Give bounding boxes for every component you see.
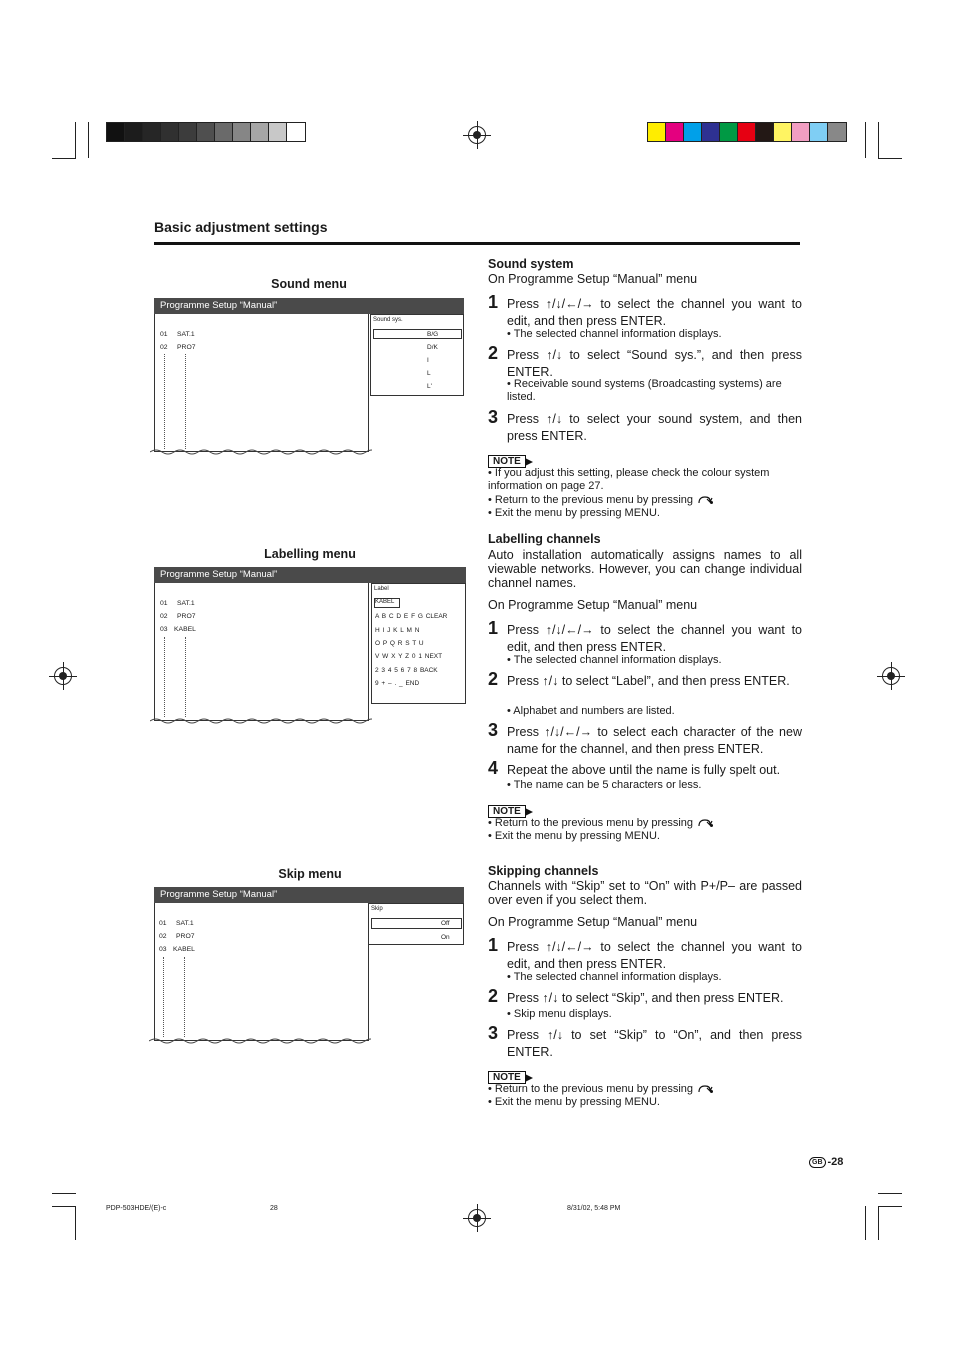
sound-option[interactable]: L' — [427, 383, 432, 390]
sound-sys-popup — [370, 314, 464, 396]
sound-menu-screen — [154, 298, 464, 458]
channel-num: 02 — [160, 613, 168, 620]
labelling-heading: Labelling channels — [488, 532, 601, 546]
skip-option[interactable]: On — [441, 934, 450, 941]
note-text: • Return to the previous menu by pressing — [488, 1083, 694, 1095]
page-number-block — [809, 1156, 843, 1168]
channel-name: KABEL — [174, 626, 196, 633]
step-text: Press ↑/↓ to select “Sound sys.”, and then press ENTER. — [507, 348, 802, 379]
step-number: 1 — [488, 292, 499, 312]
step-text: Press ↑/↓/←/→ to select the channel you want to edit, and then press ENTER. — [507, 940, 802, 971]
color-swatch — [251, 123, 269, 141]
color-swatch — [810, 123, 828, 141]
step-text: Press ↑/↓ to select “Skip”, and then press ENTER. — [507, 991, 784, 1005]
registration-mark-left-icon — [54, 667, 72, 685]
note-item: • Exit the menu by pressing MENU. — [488, 1096, 660, 1108]
step-text: Press ↑/↓ to set “Skip” to “On”, and then press ENTER. — [507, 1028, 802, 1059]
footer-timestamp: 8/31/02, 5:48 PM — [567, 1205, 621, 1212]
step-bullet: • The name can be 5 characters or less. — [507, 779, 702, 791]
skip-menu-title: Programme Setup “Manual” — [154, 887, 464, 903]
char-row[interactable]: O P Q R S T U — [375, 640, 424, 647]
return-button-icon — [696, 495, 714, 505]
note-arrow-icon — [525, 458, 533, 466]
color-swatch — [792, 123, 810, 141]
registration-mark-right-icon — [882, 667, 900, 685]
grayscale-bar — [106, 122, 306, 142]
step-number: 1 — [488, 935, 499, 955]
char-row[interactable]: 2 3 4 5 6 7 8 BACK — [375, 667, 438, 674]
note-arrow-icon — [525, 808, 533, 816]
dotted-guide — [164, 354, 165, 449]
skipping-heading: Skipping channels — [488, 864, 599, 878]
popup-title: Sound sys. — [373, 317, 403, 323]
footer-page: 28 — [270, 1205, 278, 1212]
color-swatch — [720, 123, 738, 141]
note-label: NOTE — [488, 1071, 526, 1084]
dotted-guide — [184, 957, 185, 1037]
channel-num: 01 — [160, 600, 168, 607]
note-item — [488, 817, 802, 830]
step-number: 1 — [488, 618, 499, 638]
color-swatch — [197, 123, 215, 141]
note-item — [488, 494, 802, 507]
torn-edge — [149, 1037, 371, 1045]
step-bullet: • The selected channel information displays. — [507, 328, 722, 340]
step-bullet: • Alphabet and numbers are listed. — [507, 705, 675, 717]
labelling-menu-title: Programme Setup “Manual” — [154, 567, 466, 583]
note-item: • If you adjust this setting, please check the colour system information on page 27. — [488, 467, 770, 492]
label-current-value: KABEL — [375, 599, 395, 605]
labelling-intro: Auto installation automatically assigns names to all viewable networks. However, you can change individual channel names. — [488, 548, 802, 590]
char-row[interactable]: H I J K L M N — [375, 627, 420, 634]
char-row[interactable]: 9 + – . _ END — [375, 680, 420, 687]
color-swatch — [287, 123, 305, 141]
note-text: • Return to the previous menu by pressing — [488, 494, 694, 506]
color-swatch — [666, 123, 684, 141]
registration-mark-bottom-icon — [468, 1209, 486, 1227]
skip-menu-screen — [154, 887, 464, 1047]
torn-edge — [150, 448, 372, 456]
step-number: 3 — [488, 407, 499, 427]
step-bullet: • The selected channel information displays. — [507, 654, 722, 666]
step-bullet: • Skip menu displays. — [507, 1008, 612, 1020]
section-title: Basic adjustment settings — [154, 219, 328, 235]
note-label: NOTE — [488, 805, 526, 818]
dotted-guide — [185, 354, 186, 449]
channel-num: 01 — [159, 920, 167, 927]
step-text: Press ↑/↓/←/→ to select the channel you want to edit, and then press ENTER. — [507, 297, 802, 328]
sound-option[interactable]: I — [427, 357, 429, 364]
color-swatch — [738, 123, 756, 141]
dotted-guide — [164, 637, 165, 717]
page-number: -28 — [827, 1156, 844, 1168]
step-number: 3 — [488, 1023, 499, 1043]
skip-option[interactable]: Off — [441, 920, 450, 927]
skip-menu-caption: Skip menu — [278, 867, 342, 881]
channel-name: PRO7 — [177, 613, 196, 620]
channel-num: 02 — [160, 344, 168, 351]
channel-name: SAT.1 — [177, 331, 195, 338]
channel-num: 02 — [159, 933, 167, 940]
step-bullet: • The selected channel information displays. — [507, 971, 722, 983]
sound-system-heading: Sound system — [488, 257, 574, 271]
color-swatch — [125, 123, 143, 141]
label-popup — [371, 583, 466, 704]
color-swatch — [702, 123, 720, 141]
skipping-intro2: On Programme Setup “Manual” menu — [488, 915, 698, 929]
footer-file: PDP-503HDE/(E)-c — [106, 1205, 167, 1212]
note-text: • Return to the previous menu by pressing — [488, 817, 694, 829]
labelling-menu-screen — [154, 567, 466, 727]
labelling-menu-caption: Labelling menu — [264, 547, 356, 561]
sound-menu-caption: Sound menu — [271, 277, 347, 291]
color-swatch — [828, 123, 846, 141]
step-text: Press ↑/↓ to select your sound system, and then press ENTER. — [507, 412, 802, 443]
note-item: • Exit the menu by pressing MENU. — [488, 830, 660, 842]
note-item: • Exit the menu by pressing MENU. — [488, 507, 660, 519]
color-swatch — [233, 123, 251, 141]
note-arrow-icon — [525, 1074, 533, 1082]
channel-name: SAT.1 — [177, 600, 195, 607]
sound-system-intro: On Programme Setup “Manual” menu — [488, 272, 698, 286]
channel-num: 03 — [160, 626, 168, 633]
dotted-guide — [185, 637, 186, 717]
channel-name: KABEL — [173, 946, 195, 953]
channel-name: SAT.1 — [176, 920, 194, 927]
step-number: 4 — [488, 758, 499, 778]
step-text: Press ↑/↓ to select “Label”, and then press ENTER. — [507, 674, 790, 688]
step-text: Press ↑/↓/←/→ to select each character of the new name for the channel, and then press ENTER. — [507, 725, 802, 756]
torn-edge — [150, 717, 372, 725]
section-rule — [154, 242, 800, 245]
gb-badge-icon: GB — [809, 1157, 826, 1168]
channel-num: 01 — [160, 331, 168, 338]
color-swatch — [269, 123, 287, 141]
note-label: NOTE — [488, 455, 526, 468]
color-swatch — [161, 123, 179, 141]
color-swatch — [143, 123, 161, 141]
color-swatch — [215, 123, 233, 141]
color-swatch — [107, 123, 125, 141]
sound-option[interactable]: D/K — [427, 344, 438, 351]
step-number: 2 — [488, 669, 499, 689]
popup-title: Label — [374, 586, 389, 592]
color-bar — [647, 122, 847, 142]
char-row[interactable]: V W X Y Z 0 1 NEXT — [375, 653, 443, 660]
sound-menu-title: Programme Setup “Manual” — [154, 298, 464, 314]
dotted-guide — [163, 957, 164, 1037]
selection-highlight — [373, 329, 462, 339]
step-text: Press ↑/↓/←/→ to select the channel you want to edit, and then press ENTER. — [507, 623, 802, 654]
step-number: 3 — [488, 720, 499, 740]
channel-name: PRO7 — [177, 344, 196, 351]
note-item — [488, 1083, 802, 1096]
sound-option[interactable]: L — [427, 370, 431, 377]
step-text: Repeat the above until the name is fully spelt out. — [507, 763, 781, 777]
color-swatch — [774, 123, 792, 141]
char-row[interactable]: A B C D E F G CLEAR — [375, 613, 448, 620]
color-swatch — [179, 123, 197, 141]
step-bullet: • Receivable sound systems (Broadcasting systems) are listed. — [507, 378, 782, 403]
return-button-icon — [696, 818, 714, 828]
return-button-icon — [696, 1084, 714, 1094]
step-number: 2 — [488, 986, 499, 1006]
skipping-intro: Channels with “Skip” set to “On” with P+/P– are passed over even if you select them. — [488, 879, 802, 907]
registration-mark-top-icon — [468, 126, 486, 144]
channel-name: PRO7 — [176, 933, 195, 940]
channel-num: 03 — [159, 946, 167, 953]
color-swatch — [684, 123, 702, 141]
step-number: 2 — [488, 343, 499, 363]
popup-title: Skip — [371, 906, 383, 912]
sound-option[interactable]: B/G — [427, 331, 439, 338]
color-swatch — [648, 123, 666, 141]
color-swatch — [756, 123, 774, 141]
skip-popup — [368, 903, 464, 945]
labelling-intro2: On Programme Setup “Manual” menu — [488, 598, 698, 612]
